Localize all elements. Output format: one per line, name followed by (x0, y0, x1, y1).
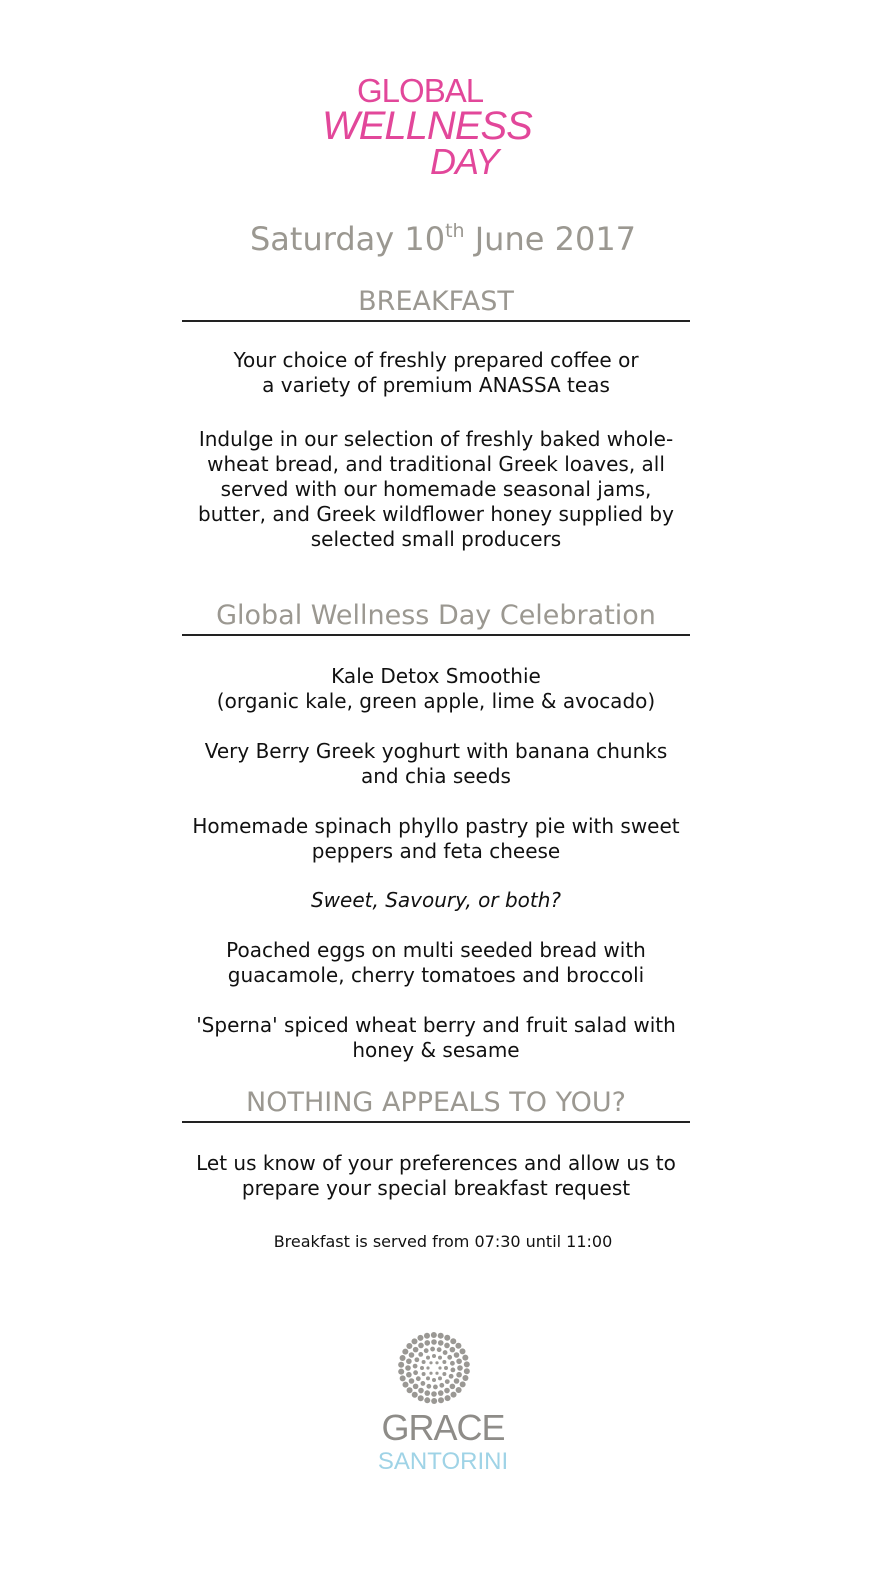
mandala-dot (442, 1372, 446, 1376)
mandala-dot (435, 1361, 438, 1364)
mandala-dot (431, 1391, 437, 1397)
mandala-dot (462, 1355, 468, 1361)
event-date (0, 220, 886, 258)
text-line: Let us know of your preferences and allow us to (196, 1151, 676, 1175)
mandala-dot (450, 1338, 456, 1344)
mandala-dot (424, 1348, 429, 1353)
mandala-dot (464, 1368, 470, 1374)
sweet-savoury-question (150, 888, 722, 913)
mandala-dot (418, 1388, 424, 1394)
nothing-appeals-heading: NOTHING APPEALS TO YOU? (182, 1087, 690, 1123)
mandala-dot (422, 1372, 426, 1376)
grace-santorini-logo (0, 1330, 886, 1480)
mandala-dot (406, 1343, 412, 1349)
mandala-dot (400, 1355, 406, 1361)
text-line: a variety of premium ANASSA teas (262, 373, 610, 397)
mandala-dot (438, 1340, 444, 1346)
mandala-dot (447, 1355, 452, 1360)
text-line: selected small producers (310, 527, 562, 551)
mandala-dot (424, 1333, 430, 1339)
text-line: Sweet, Savoury, or both? (310, 888, 562, 912)
breakfast-hours: Breakfast is served from 07:30 until 11:00 (273, 1232, 613, 1251)
mandala-dot (443, 1350, 448, 1355)
mandala-dot (454, 1352, 460, 1358)
mandala-dot (403, 1382, 409, 1388)
grace-wordmark: GRACE (381, 1407, 505, 1448)
text-line: wheat bread, and traditional Greek loaves, all (207, 452, 665, 476)
mandala-dot (451, 1368, 456, 1373)
mandala-dot (438, 1376, 442, 1380)
text-line: Kale Detox Smoothie (331, 664, 541, 688)
mandala-dot (413, 1370, 418, 1375)
menu-item-poached-eggs (150, 938, 722, 988)
mandala-dot (432, 1354, 436, 1358)
mandala-dot (409, 1352, 415, 1358)
mandala-dot (424, 1390, 430, 1396)
mandala-dot (445, 1379, 450, 1384)
menu-item-spinach-pie (150, 814, 722, 864)
breakfast-bread-text (150, 427, 722, 552)
mandala-dot (450, 1361, 455, 1366)
text-line: Poached eggs on multi seeded bread with (226, 938, 646, 962)
mandala-dot (422, 1360, 426, 1364)
mandala-dot (444, 1343, 450, 1349)
mandala-dot (457, 1365, 463, 1371)
mandala-dot (431, 1332, 437, 1338)
logo-line-global: GLOBAL (357, 72, 484, 109)
celebration-heading: Global Wellness Day Celebration (182, 600, 690, 636)
mandala-dot (435, 1372, 438, 1375)
mandala-dot (417, 1335, 423, 1341)
mandala-dot (407, 1387, 413, 1393)
mandala-dot (424, 1397, 430, 1403)
grace-mandala-icon (398, 1330, 488, 1410)
mandala-dot (426, 1384, 431, 1389)
menu-item-yoghurt (150, 739, 722, 789)
mandala-dot (426, 1366, 429, 1369)
mandala-dot (456, 1387, 462, 1393)
text-line: (organic kale, green apple, lime & avocado) (216, 689, 656, 713)
mandala-dot (414, 1357, 419, 1362)
mandala-dot (444, 1388, 450, 1394)
mandala-dot (416, 1376, 421, 1381)
mandala-dot (438, 1333, 444, 1339)
mandala-dot (450, 1347, 456, 1353)
text-line: and chia seeds (361, 764, 511, 788)
text-line: served with our homemade seasonal jams, (220, 477, 652, 501)
text-line: honey & sesame (352, 1038, 520, 1062)
date-rest: June 2017 (464, 220, 637, 258)
mandala-dot (400, 1375, 406, 1381)
menu-item-sperna-salad (150, 1013, 722, 1063)
logo-line-wellness: WELLNESS (322, 104, 532, 148)
mandala-dot (437, 1347, 442, 1352)
mandala-dot (411, 1338, 417, 1344)
mandala-dot (413, 1384, 419, 1390)
mandala-dot (418, 1395, 424, 1401)
santorini-wordmark: SANTORINI (377, 1448, 509, 1475)
mandala-dot (449, 1374, 454, 1379)
mandala-dot (398, 1369, 404, 1375)
mandala-dot (398, 1362, 404, 1368)
mandala-dot (409, 1378, 415, 1384)
text-line: prepare your special breakfast request (241, 1176, 631, 1200)
mandala-dot (429, 1372, 432, 1375)
date-ordinal-suffix: th (445, 220, 465, 242)
mandala-dot (442, 1360, 446, 1364)
mandala-dot (431, 1339, 437, 1345)
mandala-dot (438, 1397, 444, 1403)
mandala-dot (424, 1340, 430, 1346)
breakfast-heading: BREAKFAST (182, 286, 690, 322)
text-line: Homemade spinach phyllo pastry pie with sweet (192, 814, 680, 838)
text-line: Very Berry Greek yoghurt with banana chunks (204, 739, 668, 763)
mandala-dot (432, 1378, 436, 1382)
mandala-dot (460, 1348, 466, 1354)
mandala-dot (431, 1398, 437, 1404)
text-line: Your choice of freshly prepared coffee or (233, 348, 639, 372)
text-line: Indulge in our selection of freshly baked whole- (198, 427, 674, 451)
mandala-dot (420, 1366, 424, 1370)
mandala-dot (438, 1356, 442, 1360)
mandala-dot (412, 1392, 418, 1398)
mandala-dot (429, 1361, 432, 1364)
text-line: peppers and feta cheese (311, 839, 561, 863)
breakfast-drinks-text (150, 348, 722, 398)
mandala-dot (418, 1343, 424, 1349)
text-line: guacamole, cherry tomatoes and broccoli (227, 963, 645, 987)
mandala-dot (444, 1335, 450, 1341)
mandala-dot (413, 1364, 418, 1369)
mandala-dot (406, 1358, 412, 1364)
mandala-dot (456, 1372, 462, 1378)
mandala-dot (418, 1352, 423, 1357)
mandala-dot (450, 1384, 456, 1390)
mandala-dot (460, 1381, 466, 1387)
mandala-dot (455, 1343, 461, 1349)
mandala-dot (426, 1376, 430, 1380)
mandala-dot (462, 1375, 468, 1381)
mandala-dot (456, 1358, 462, 1364)
mandala-dot (413, 1347, 419, 1353)
mandala-dot (454, 1378, 460, 1384)
mandala-dot (402, 1349, 408, 1355)
mandala-dot (438, 1390, 444, 1396)
mandala-dot (433, 1385, 438, 1390)
mandala-dot (426, 1356, 430, 1360)
text-line: butter, and Greek wildflower honey supplied by (198, 502, 674, 526)
mandala-dot (451, 1392, 457, 1398)
mandala-dot (406, 1372, 412, 1378)
mandala-dot (405, 1365, 411, 1371)
mandala-dot (439, 1383, 444, 1388)
mandala-dot (430, 1347, 435, 1352)
text-line: 'Sperna' spiced wheat berry and fruit salad with (196, 1013, 676, 1037)
mandala-dot (445, 1395, 451, 1401)
special-request-text (150, 1151, 722, 1201)
mandala-dot (438, 1366, 441, 1369)
mandala-dot (421, 1381, 426, 1386)
global-wellness-day-logo (0, 74, 886, 180)
mandala-dot (464, 1361, 470, 1367)
logo-line-day: DAY (430, 141, 499, 182)
date-prefix: Saturday 10 (249, 220, 446, 258)
menu-item-smoothie (150, 664, 722, 714)
mandala-dot (444, 1366, 448, 1370)
